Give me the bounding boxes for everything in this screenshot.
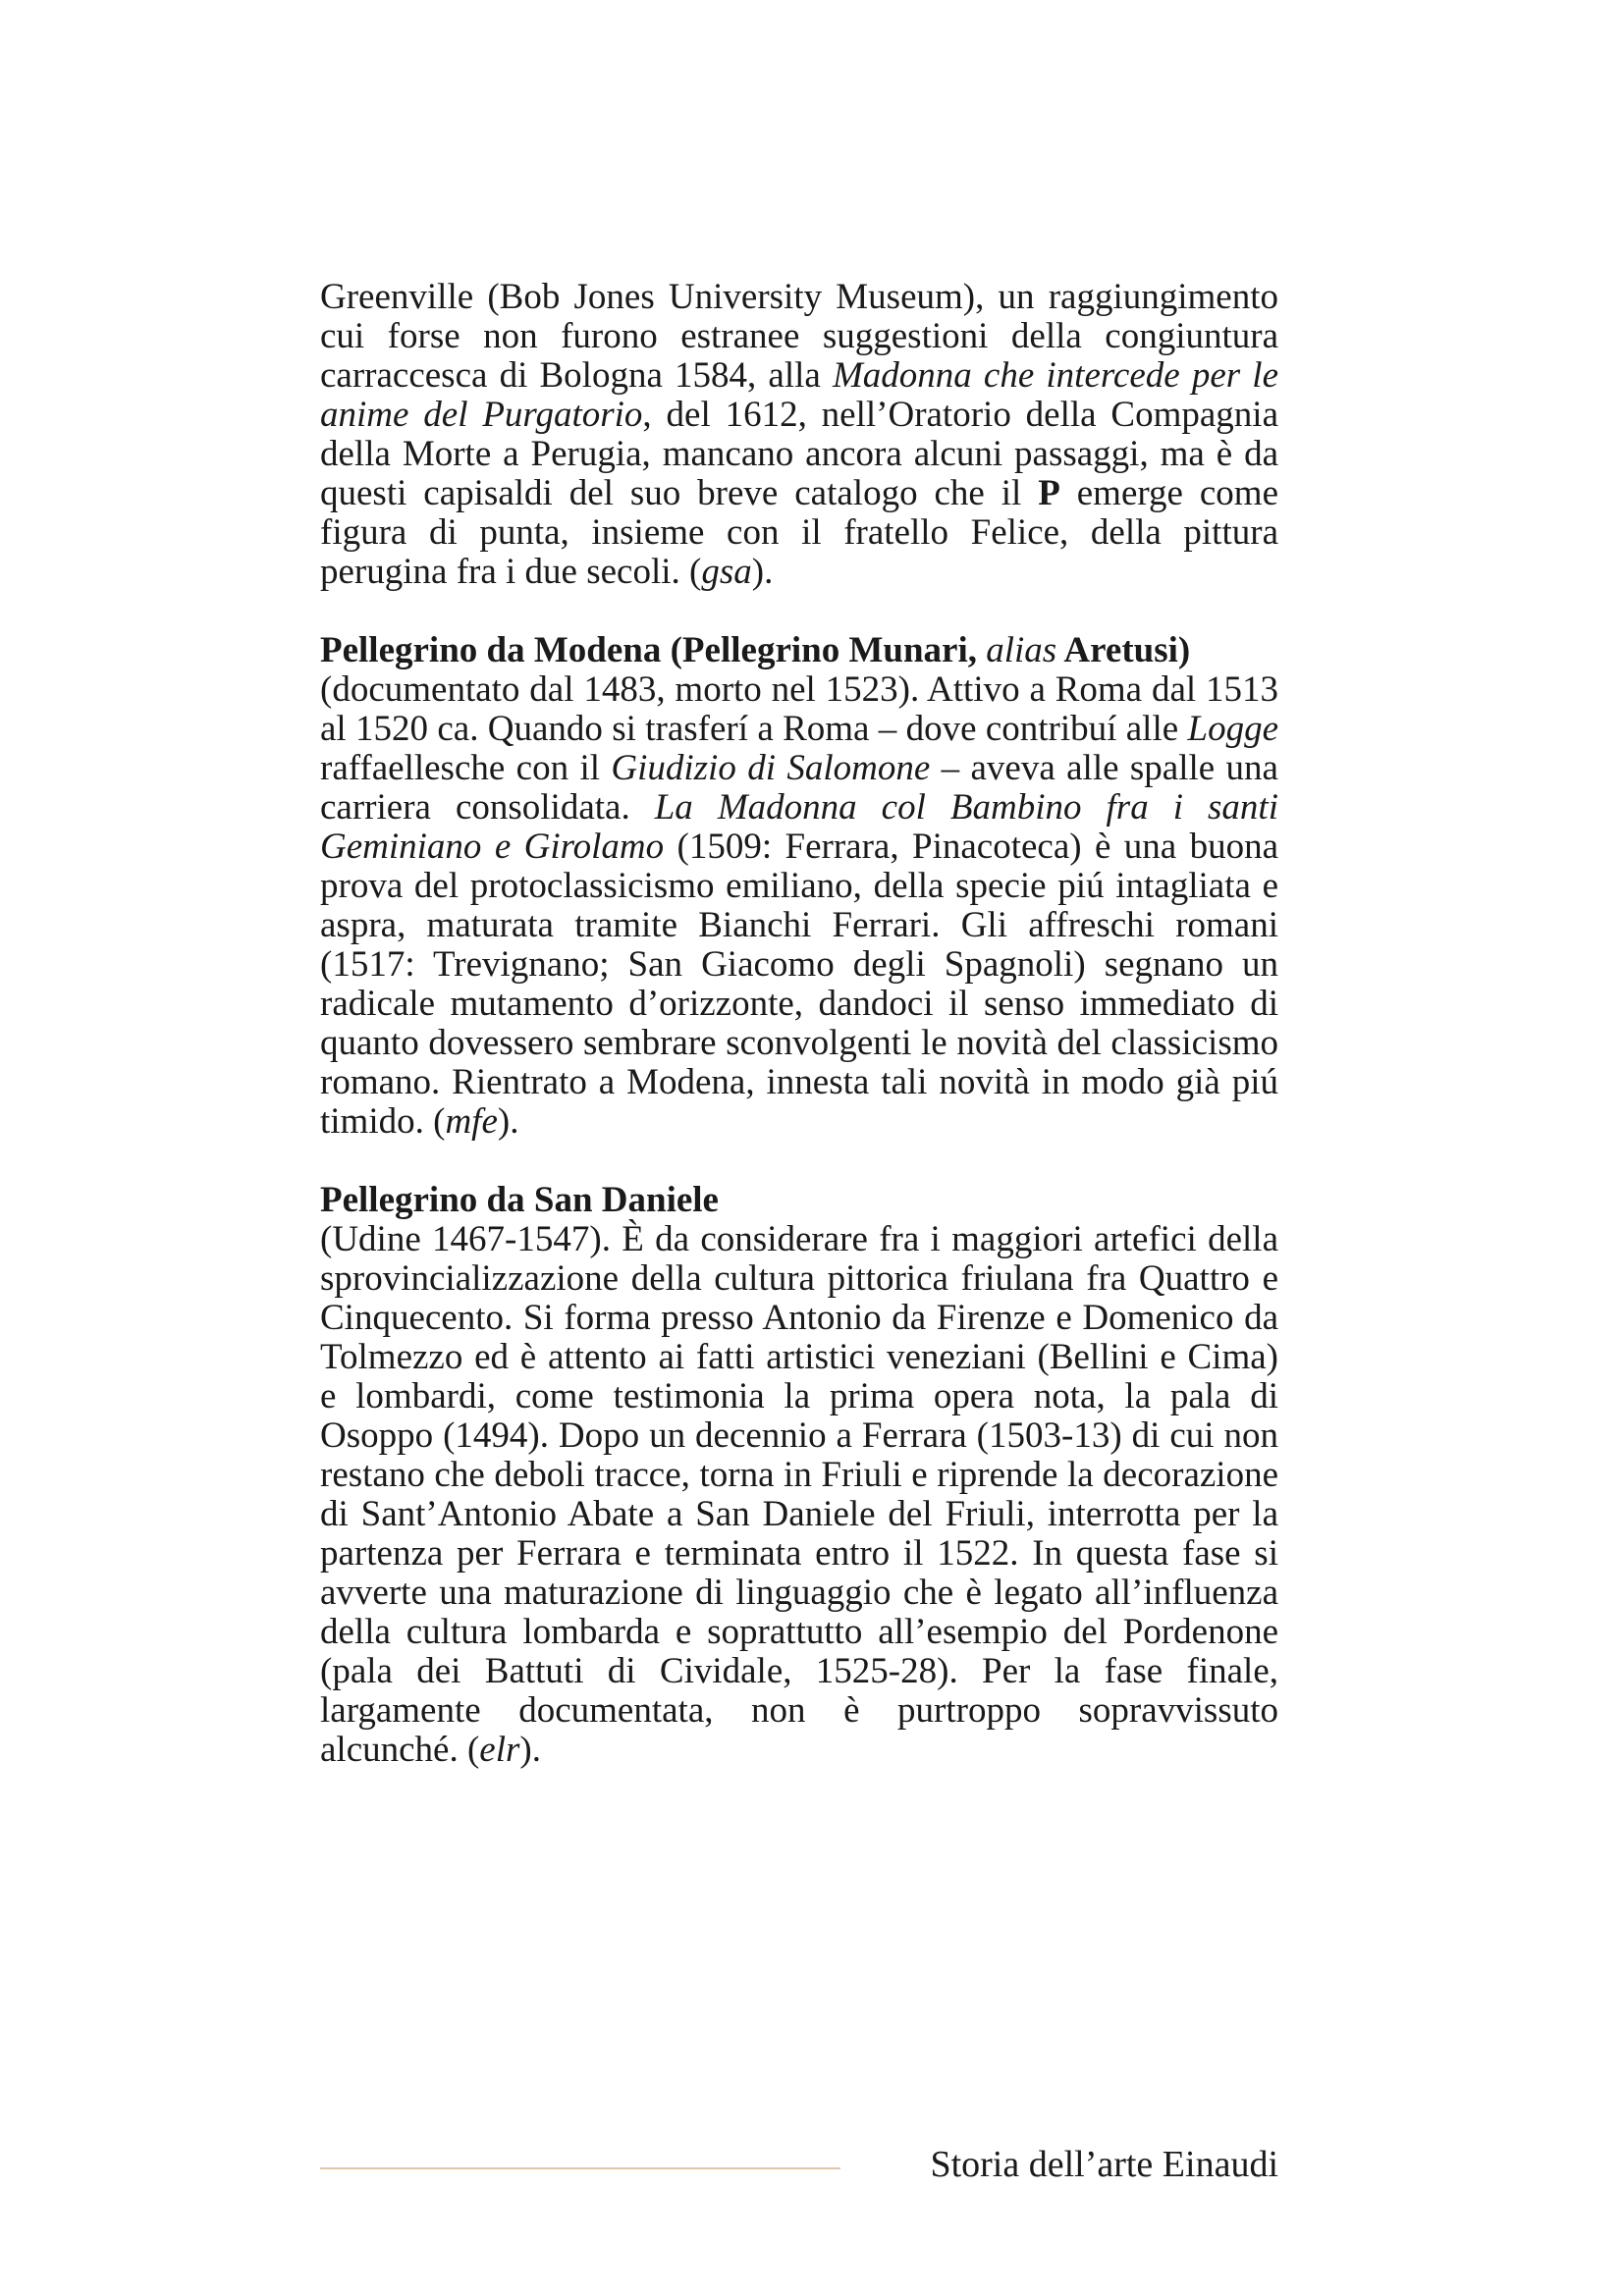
entry-pellegrino-da-modena xyxy=(320,631,1278,1142)
entry-title xyxy=(320,631,1278,670)
text-run: (Udine 1467-1547). È da considerare fra i maggiori artefici della sprovincializzazione della cultura pittorica friulana fra Quattro e Cinquecento. Si forma presso Antonio da Firenze e Domenico da Tolmezzo ed è attento ai fatti artistici veneziani (Bellini e Cima) e lombardi, come testimonia la prima opera nota, la pala di Osoppo (1494). Dopo un decennio a Ferrara (1503-13) di cui non restano che deboli tracce, torna in Friuli e riprende la decorazione di Sant’Antonio Abate a San Daniele del Friuli, interrotta per la partenza per Ferrara e terminata entro il 1522. In questa fase si avverte una maturazione di linguaggio che è legato all’influenza della cultura lombarda e soprattutto all’esempio del Pordenone (pala dei Battuti di Cividale, 1525-28). Per la fase finale, largamente documentata, non è purtroppo sopravvissuto alcunché. ( xyxy=(320,1219,1278,1770)
text-run: (documentato dal 1483, morto nel 1523). Attivo a Roma dal 1513 al 1520 ca. Quando si trasferí a Roma – dove contribuí alle xyxy=(320,669,1278,749)
footer-rule xyxy=(320,2167,840,2169)
entry-title-name-end: Aretusi) xyxy=(1056,630,1191,670)
entry-title-alias: alias xyxy=(986,630,1057,670)
publication-name: Storia dell’arte Einaudi xyxy=(930,2144,1278,2185)
entry-title-name: Pellegrino da Modena (Pellegrino Munari, xyxy=(320,630,987,670)
continuation-text xyxy=(320,278,1278,592)
entry-pellegrino-da-san-daniele xyxy=(320,1181,1278,1770)
text-run: Greenville (Bob Jones University Museum), un raggiungimento cui forse non furono estranee suggestioni della congiuntura carraccesca di Bologna 1584, alla xyxy=(320,277,1278,396)
entry-abbreviation: P xyxy=(1038,473,1060,513)
text-run: – aveva alle spalle una carriera consolidata. xyxy=(320,748,1278,828)
page-footer xyxy=(320,2140,1278,2189)
artwork-title: Logge xyxy=(1187,709,1278,749)
text-run: emerge come figura di punta, insieme con il fratello Felice, della pittura perugina fra i due secoli. ( xyxy=(320,473,1279,592)
entry-body xyxy=(320,670,1278,1142)
artwork-title: La Madonna col Bambino fra i santi Geminiano e Girolamo xyxy=(320,787,1278,867)
entry-title xyxy=(320,1181,1278,1220)
artwork-title: Madonna che intercede per le anime del Purgatorio xyxy=(320,355,1278,435)
text-run: (1509: Ferrara, Pinacoteca) è una buona prova del protoclassicismo emiliano, della specie piú intagliata e aspra, maturata tramite Bianchi Ferrari. Gli affreschi romani (1517: Trevignano; San Giacomo degli Spagnoli) segnano un radicale mutamento d’orizzonte, dandoci il senso immediato di quanto dovessero sembrare sconvolgenti le novità del classicismo romano. Rientrato a Modena, innesta tali novità in modo già piú timido. ( xyxy=(320,827,1278,1142)
page-content xyxy=(320,278,1278,1770)
author-initials: elr xyxy=(479,1730,520,1770)
entry-body xyxy=(320,1220,1278,1770)
text-run: raffaellesche con il xyxy=(320,748,612,788)
text-run: ). xyxy=(751,552,774,592)
author-initials: gsa xyxy=(701,552,752,592)
entry-title-name: Pellegrino da San Daniele xyxy=(320,1180,719,1220)
text-run: ). xyxy=(497,1101,519,1142)
continuation-paragraph xyxy=(320,278,1278,592)
text-run: ). xyxy=(519,1730,541,1770)
text-run: , del 1612, nell’Oratorio della Compagnia della Morte a Perugia, mancano ancora alcuni passaggi, ma è da questi capisaldi del suo breve catalogo che il xyxy=(320,395,1279,513)
artwork-title: Giudizio di Salomone xyxy=(611,748,931,788)
author-initials: mfe xyxy=(445,1101,498,1142)
